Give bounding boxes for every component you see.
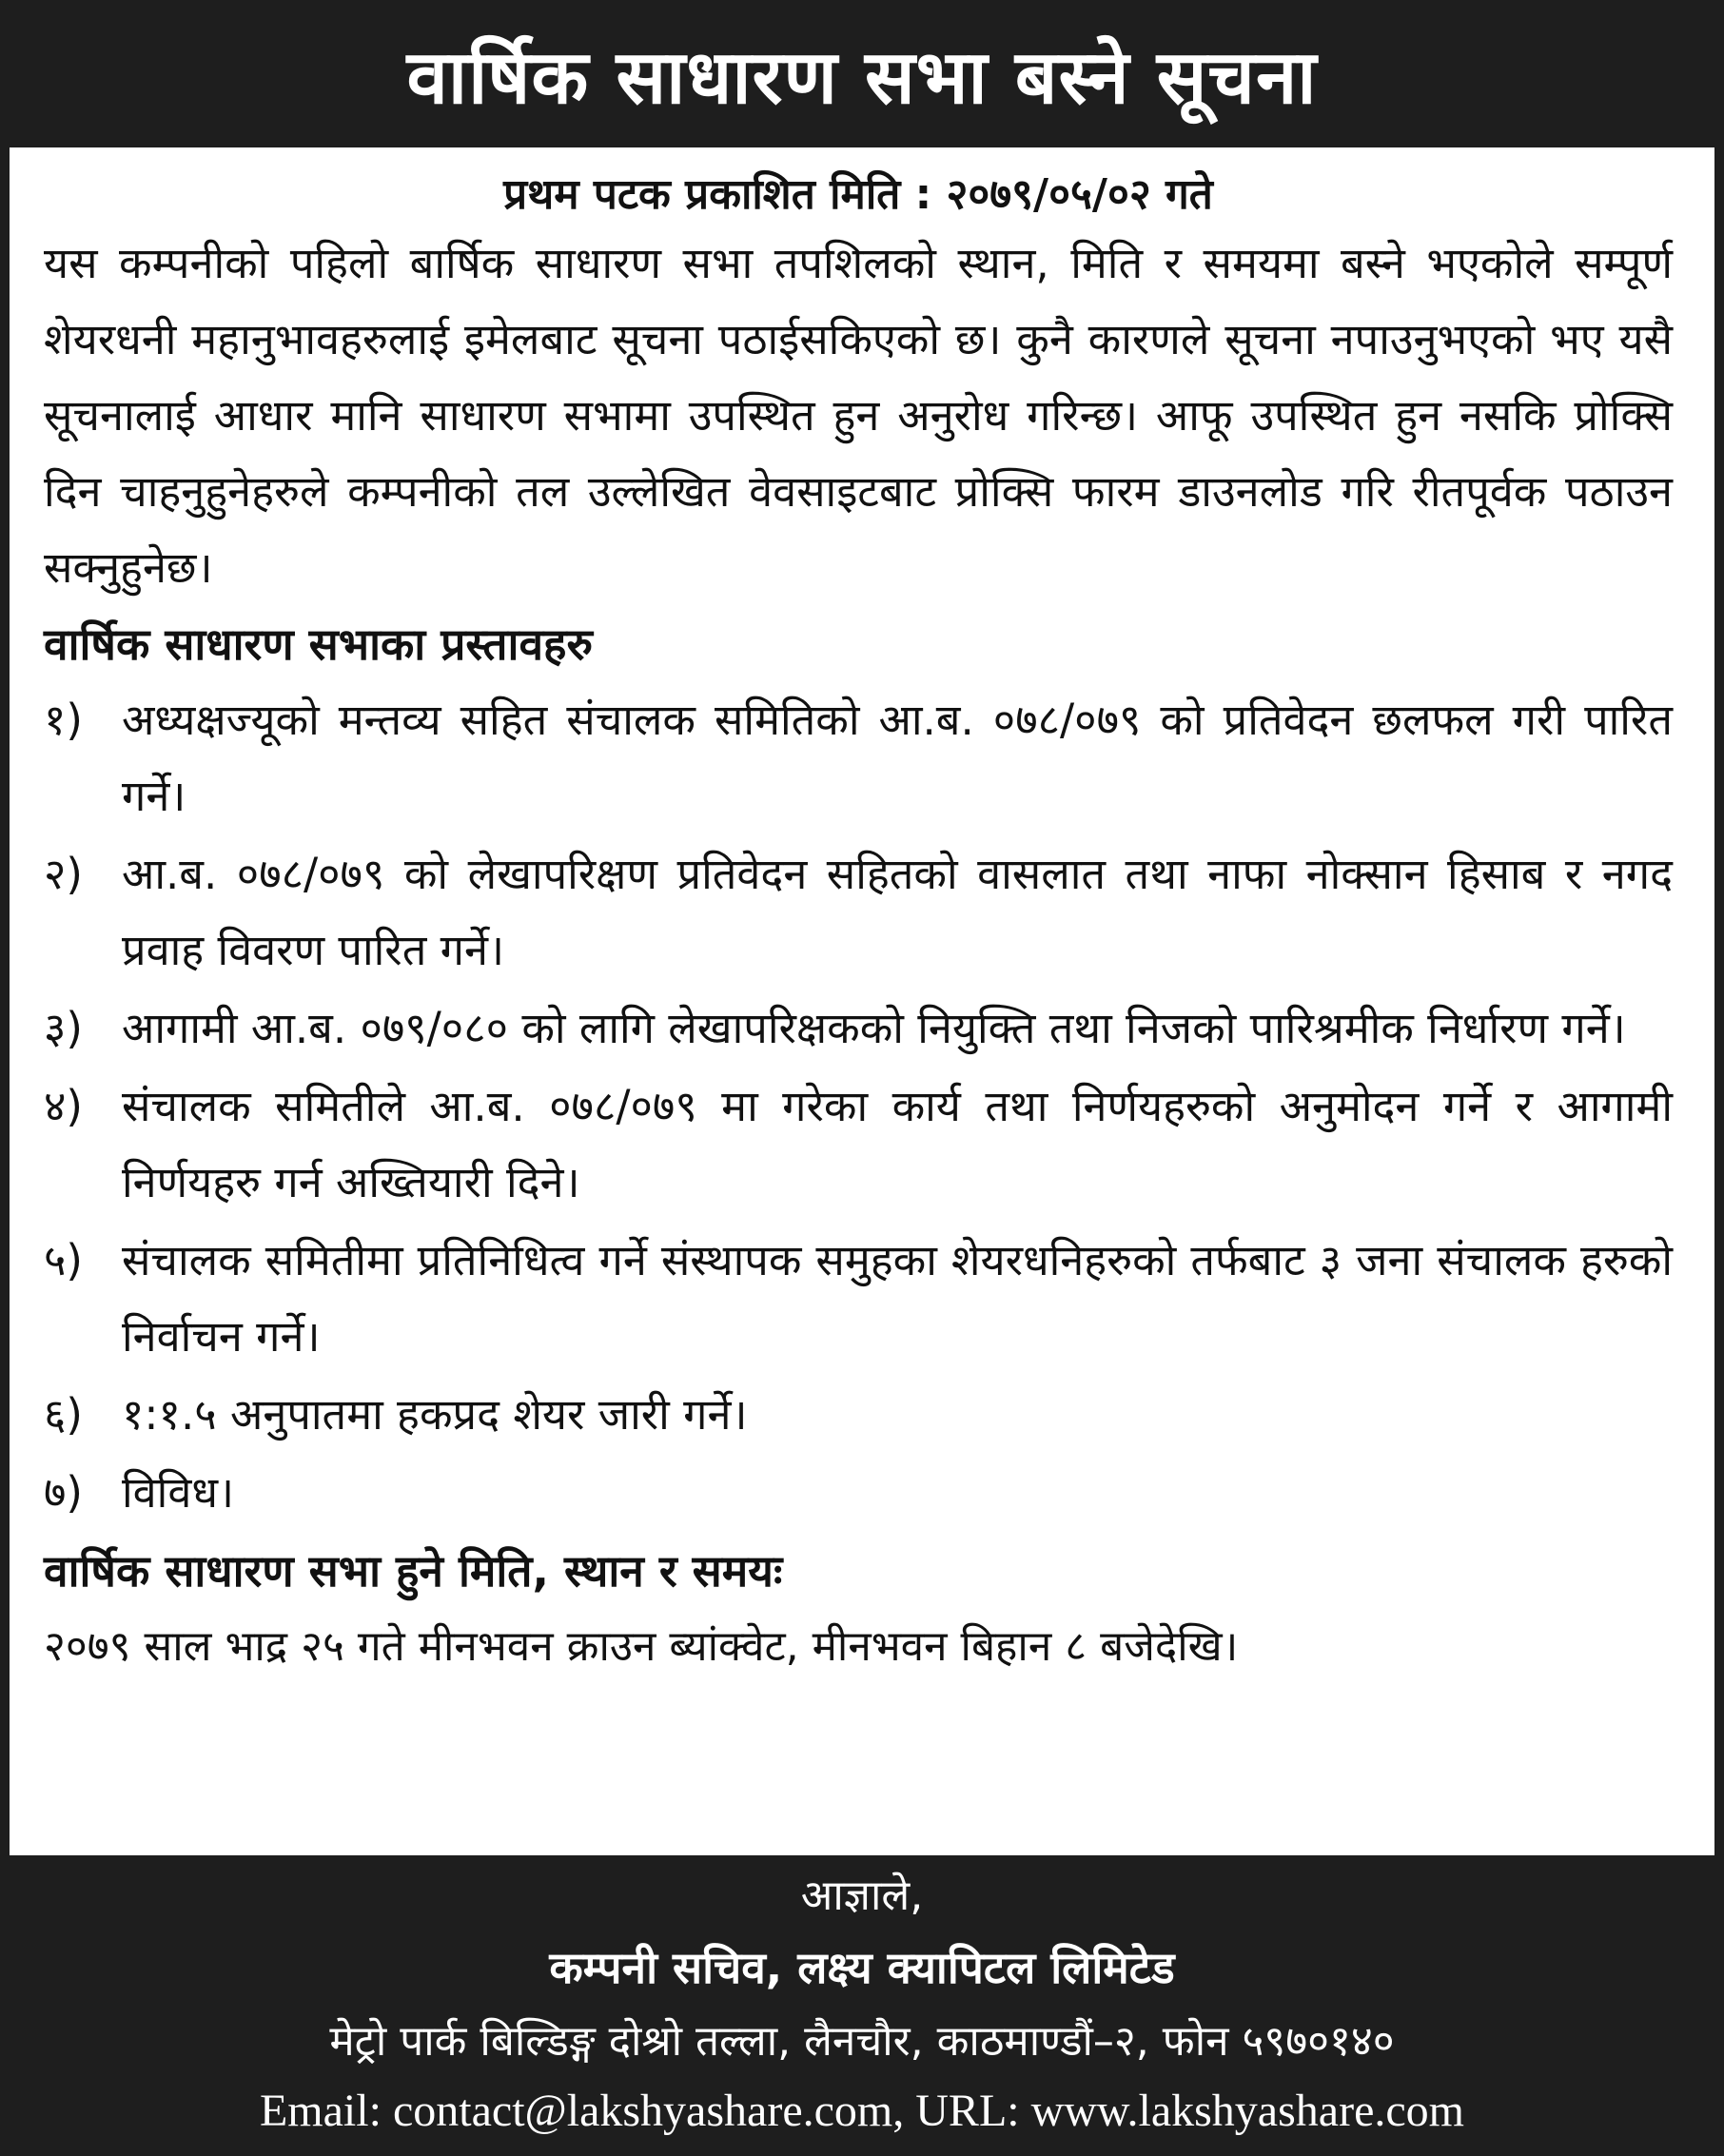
footer-address: मेट्रो पार्क बिल्डिङ्ग दोश्रो तल्ला, लैनचौर, काठमाण्डौं–२, फोन ५९७०१४०: [329, 2017, 1395, 2066]
meeting-heading: वार्षिक साधारण सभा हुने मिति, स्थान र समयः: [44, 1545, 783, 1597]
agenda-item: [44, 1455, 1673, 1531]
agenda-item: [44, 1068, 1673, 1221]
notice-title: वार्षिक साधारण सभा बस्ने सूचना: [406, 34, 1318, 121]
footer-regards: आज्ञाले,: [800, 1872, 924, 1920]
publication-date: प्रथम पटक प्रकाशित मिति : २०७९/०५/०२ गते: [503, 170, 1213, 219]
footer-contact: Email: contact@lakshyashare.com, URL: www.lakshyashare.com: [259, 2086, 1465, 2136]
agenda-item-number: ४): [44, 1081, 83, 1131]
agenda-item-number: ६): [44, 1389, 83, 1440]
agenda-item-number: ७): [44, 1467, 83, 1518]
agenda-item-number: ३): [44, 1003, 83, 1053]
agenda-item-text: आगामी आ.ब. ०७९/०८० को लागि लेखापरिक्षकको नियुक्ति तथा निजको पारिश्रमीक निर्धारण गर्ने।: [122, 1003, 1626, 1053]
footer-secretary: कम्पनी सचिव, लक्ष्य क्यापिटल लिमिटेड: [549, 1942, 1175, 1993]
agenda-item-text: विविध।: [122, 1467, 235, 1518]
agenda-item-text: १:१.५ अनुपातमा हकप्रद शेयर जारी गर्ने।: [122, 1389, 748, 1440]
agenda-item-text: अध्यक्षज्यूको मन्तव्य सहित संचालक समितिको आ.ब. ०७८/०७९ को प्रतिवेदन छलफल गरी पारित गर्ने।: [122, 695, 1673, 821]
agenda-heading: वार्षिक साधारण सभाका प्रस्तावहरु: [44, 618, 593, 670]
meeting-details: २०७९ साल भाद्र २५ गते मीनभवन क्राउन ब्यांक्वेट, मीनभवन बिहान ८ बजेदेखि।: [44, 1622, 1239, 1671]
agenda-item-text: संचालक समितीमा प्रतिनिधित्व गर्ने संस्थापक समुहका शेयरधनिहरुको तर्फबाट ३ जना संचालक हरुको निर्वाचन गर्ने।: [122, 1235, 1673, 1362]
agenda-item: [44, 1377, 1673, 1453]
title-bar: [0, 0, 1724, 147]
notice-body: [10, 147, 1714, 1855]
agenda-item: [44, 990, 1673, 1067]
agenda-item: [44, 1223, 1673, 1375]
agenda-item-number: २): [44, 849, 83, 899]
agenda-item-number: ५): [44, 1235, 83, 1285]
agenda-item: [44, 682, 1673, 834]
agenda-list: [44, 682, 1673, 1531]
agenda-item-text: संचालक समितीले आ.ब. ०७८/०७९ मा गरेका कार्य तथा निर्णयहरुको अनुमोदन गर्ने र आगामी निर्णयहरु गर्न अख्तियारी दिने।: [122, 1081, 1673, 1207]
intro-paragraph: यस कम्पनीको पहिलो बार्षिक साधारण सभा तपशिलको स्थान, मिति र समयमा बस्ने भएकोले सम्पूर्ण शेयरधनी महानुभावहरुलाई इमेलबाट सूचना पठाईसकिएको छ। कुनै कारणले सूचना नपाउनुभएको भए यसै सूचनालाई आधार मानि साधारण सभामा उपस्थित हुन अनुरोध गरिन्छ। आफू उपस्थित हुन नसकि प्रोक्सि दिन चाहनुहुनेहरुले कम्पनीको तल उल्लेखित वेवसाइटबाट प्रोक्सि फारम डाउनलोड गरि रीतपूर्वक पठाउन सक्नुहुनेछ।: [44, 238, 1673, 593]
notice-footer: [0, 1855, 1724, 2156]
agenda-item-number: १): [44, 695, 83, 745]
agenda-item-text: आ.ब. ०७८/०७९ को लेखापरिक्षण प्रतिवेदन सहितको वासलात तथा नाफा नोक्सान हिसाब र नगद प्रवाह विवरण पारित गर्ने।: [122, 849, 1673, 975]
agenda-item: [44, 836, 1673, 989]
